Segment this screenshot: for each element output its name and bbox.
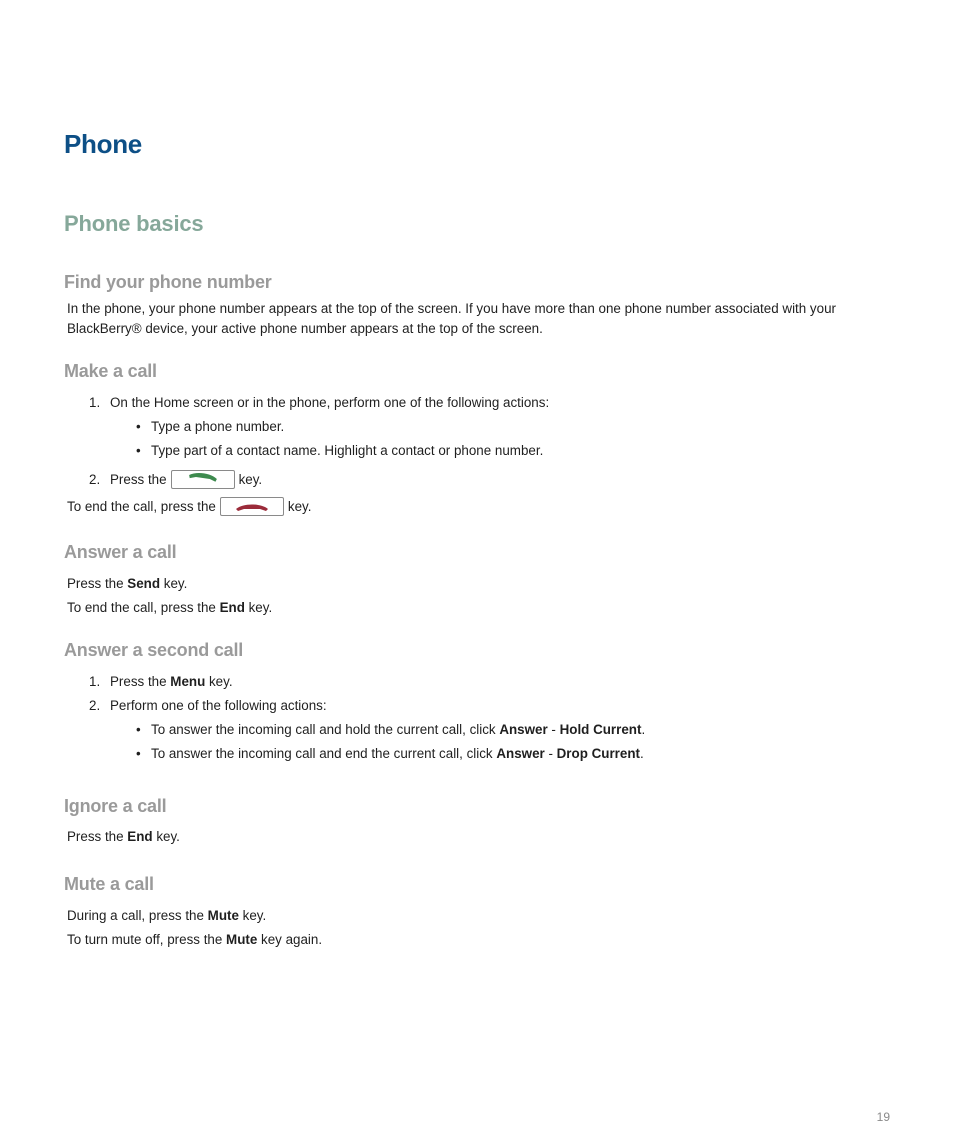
heading-answer-second-call: Answer a second call bbox=[64, 640, 244, 660]
mute-line-1 bbox=[67, 906, 266, 926]
heading-make-a-call: Make a call bbox=[64, 361, 157, 381]
bullet-marker: • bbox=[136, 443, 141, 458]
make-bullet-2: Type part of a contact name. Highlight a contact or phone number. bbox=[151, 443, 544, 458]
drop-current-option-label: Drop Current bbox=[556, 746, 640, 761]
mute-key-label: Mute bbox=[226, 932, 258, 947]
bullet-marker: • bbox=[136, 722, 141, 737]
second-bullet-1-pre: To answer the incoming call and hold the current call, click bbox=[151, 722, 500, 737]
answer-option-label: Answer bbox=[499, 722, 548, 737]
answer-line-1-post: key. bbox=[160, 576, 188, 591]
section-title: Phone basics bbox=[64, 211, 204, 236]
heading-ignore-a-call: Ignore a call bbox=[64, 796, 167, 816]
hold-current-option-label: Hold Current bbox=[559, 722, 642, 737]
ignore-line-post: key. bbox=[152, 829, 180, 844]
heading-mute-a-call: Mute a call bbox=[64, 874, 154, 894]
end-key-label: End bbox=[127, 829, 153, 844]
make-end-post: key. bbox=[287, 499, 312, 514]
make-bullet-1: Type a phone number. bbox=[151, 419, 285, 434]
answer-line-2 bbox=[67, 598, 272, 618]
make-step-2-pre: Press the bbox=[110, 472, 167, 487]
end-key-label: End bbox=[219, 600, 245, 615]
answer-option-label: Answer bbox=[496, 746, 545, 761]
find-paragraph-line-2: BlackBerry® device, your active phone number appears at the top of the screen. bbox=[67, 321, 543, 336]
answer-line-2-post: key. bbox=[244, 600, 273, 615]
page-number: 19 bbox=[876, 1110, 890, 1124]
second-step-1-number: 1. bbox=[89, 674, 101, 689]
answer-line-1 bbox=[67, 574, 187, 594]
send-key-image bbox=[171, 470, 235, 489]
page-title: Phone bbox=[64, 129, 142, 159]
second-step-1-pre: Press the bbox=[110, 674, 171, 689]
answer-line-1-pre: Press the bbox=[67, 576, 128, 591]
make-step-2-number: 2. bbox=[89, 472, 101, 487]
ignore-line-pre: Press the bbox=[67, 829, 128, 844]
make-end-line bbox=[67, 497, 311, 517]
period: . bbox=[639, 746, 644, 761]
answer-line-2-pre: To end the call, press the bbox=[67, 600, 220, 615]
second-step-2-text: Perform one of the following actions: bbox=[110, 698, 327, 713]
send-key-icon bbox=[172, 471, 234, 488]
separator: - bbox=[547, 722, 560, 737]
separator: - bbox=[544, 746, 557, 761]
second-step-2-number: 2. bbox=[89, 698, 101, 713]
mute-line-1-pre: During a call, press the bbox=[67, 908, 208, 923]
make-step-2-post: key. bbox=[238, 472, 263, 487]
menu-key-label: Menu bbox=[170, 674, 206, 689]
mute-line-2 bbox=[67, 930, 322, 950]
heading-find-phone-number: Find your phone number bbox=[64, 272, 272, 292]
mute-line-1-post: key. bbox=[238, 908, 267, 923]
second-step-1-post: key. bbox=[205, 674, 233, 689]
second-bullet-2 bbox=[151, 744, 644, 764]
send-key-label: Send bbox=[127, 576, 161, 591]
period: . bbox=[641, 722, 646, 737]
make-end-pre: To end the call, press the bbox=[67, 499, 216, 514]
mute-line-2-post: key again. bbox=[257, 932, 323, 947]
make-step-2-line bbox=[110, 470, 262, 490]
end-key-icon bbox=[221, 498, 283, 515]
mute-line-2-pre: To turn mute off, press the bbox=[67, 932, 227, 947]
second-bullet-2-pre: To answer the incoming call and end the current call, click bbox=[151, 746, 497, 761]
bullet-marker: • bbox=[136, 419, 141, 434]
ignore-line bbox=[67, 827, 180, 847]
second-bullet-1 bbox=[151, 720, 645, 740]
make-step-1-number: 1. bbox=[89, 395, 101, 410]
mute-key-label: Mute bbox=[207, 908, 239, 923]
heading-answer-a-call: Answer a call bbox=[64, 542, 177, 562]
make-step-1-text: On the Home screen or in the phone, perform one of the following actions: bbox=[110, 395, 550, 410]
second-step-1-text bbox=[110, 672, 233, 692]
find-paragraph-line-1: In the phone, your phone number appears at the top of the screen. If you have more than one phone number associated with your bbox=[67, 301, 836, 316]
end-key-image bbox=[220, 497, 284, 516]
bullet-marker: • bbox=[136, 746, 141, 761]
